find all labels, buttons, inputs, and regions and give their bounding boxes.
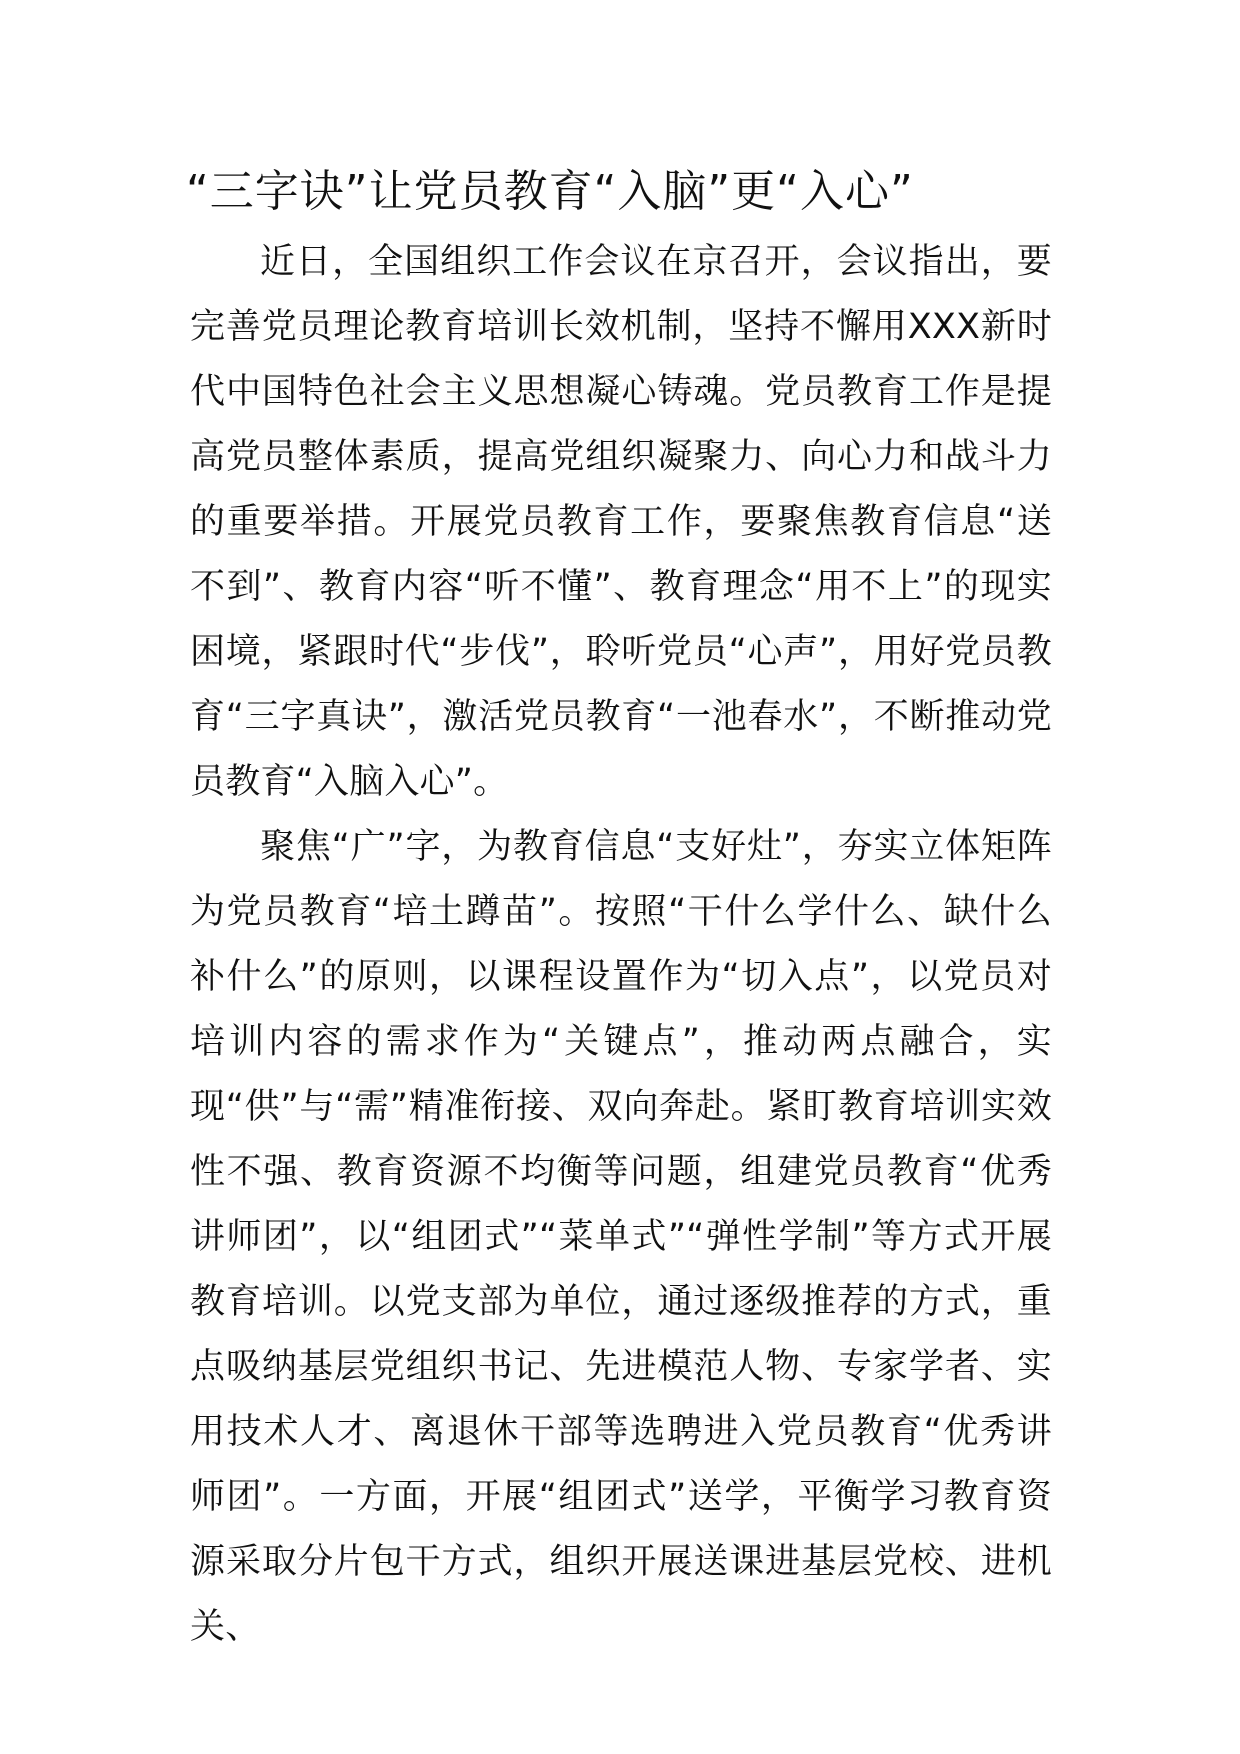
- document-title: “三字诀”让党员教育“入脑”更“入心”: [186, 166, 914, 217]
- paragraph-2: 聚焦“广”字，为教育信息“支好灶”，夯实立体矩阵为党员教育“培土蹲苗”。按照“干什么学什么、缺什么补什么”的原则，以课程设置作为“切入点”，以党员对培训内容的需求作为“关键点”，推动两点融合，实现“供”与“需”精准衔接、双向奔赴。紧盯教育培训实效性不强、教育资源不均衡等问题，组建党员教育“优秀讲师团”，以“组团式”“菜单式”“弹性学制”等方式开展教育培训。以党支部为单位，通过逐级推荐的方式，重点吸纳基层党组织书记、先进模范人物、专家学者、实用技术人才、离退休干部等选聘进入党员教育“优秀讲师团”。一方面，开展“组团式”送学，平衡学习教育资源采取分片包干方式，组织开展送课进基层党校、进机关、: [190, 827, 1052, 1647]
- paragraph-1: 近日，全国组织工作会议在京召开，会议指出，要完善党员理论教育培训长效机制，坚持不懈用XXX新时代中国特色社会主义思想凝心铸魂。党员教育工作是提高党员整体素质，提高党组织凝聚力、向心力和战斗力的重要举措。开展党员教育工作，要聚焦教育信息“送不到”、教育内容“听不懂”、教育理念“用不上”的现实困境，紧跟时代“步伐”，聆听党员“心声”，用好党员教育“三字真诀”，激活党员教育“一池春水”，不断推动党员教育“入脑入心”。: [190, 242, 1052, 802]
- document-page: [186, 160, 1052, 1660]
